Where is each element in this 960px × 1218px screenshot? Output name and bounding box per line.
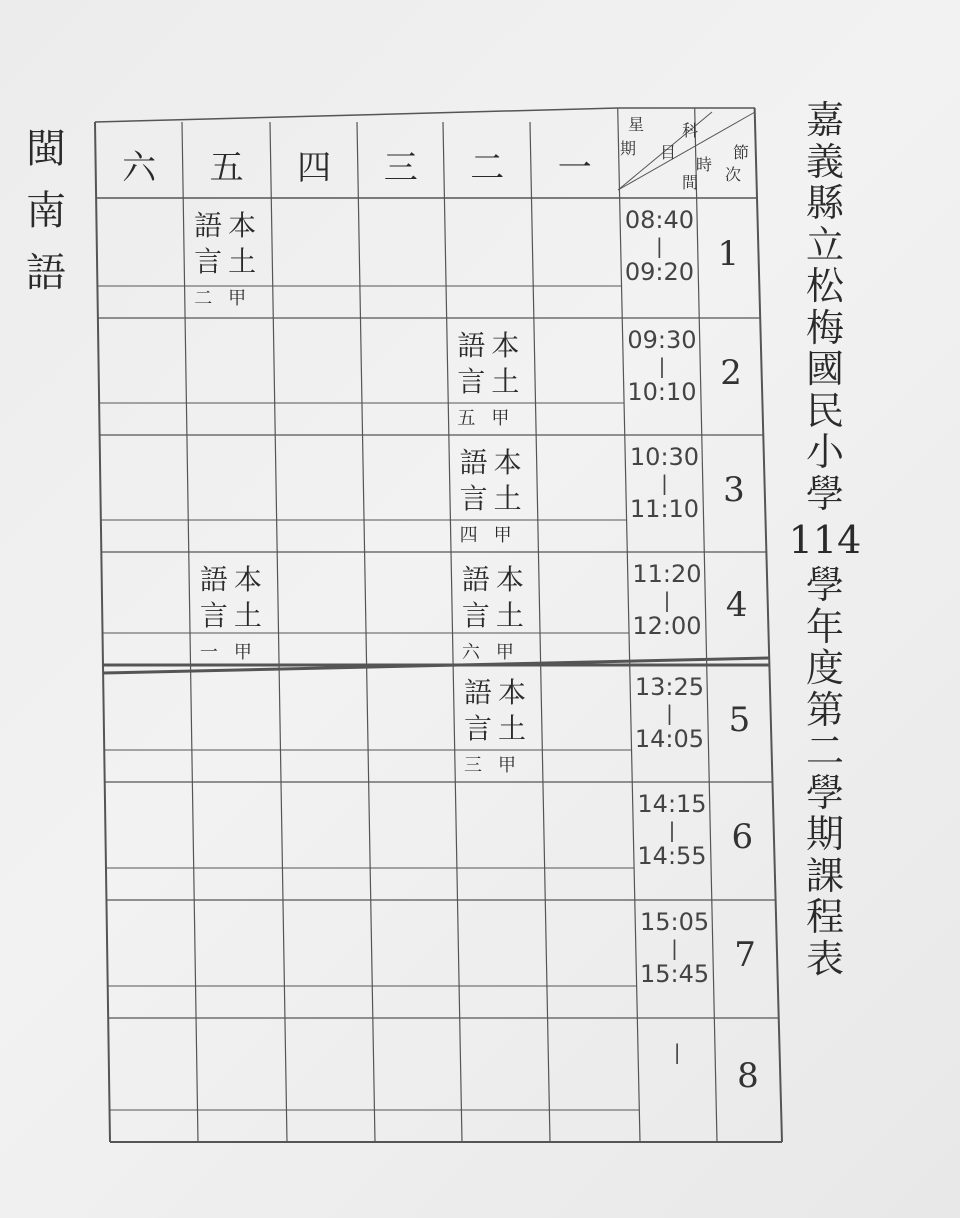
title-char: 縣 xyxy=(805,181,844,225)
time-range xyxy=(635,790,709,870)
title-char: 松 xyxy=(805,264,844,308)
lesson-cell xyxy=(450,675,546,781)
period-number: 4 xyxy=(725,584,748,625)
time-separator: | xyxy=(673,1040,681,1064)
day-header: 一 xyxy=(557,148,592,188)
start-time: 15:05 xyxy=(639,908,710,936)
day-header: 二 xyxy=(470,148,505,188)
class-label: 四甲 xyxy=(459,525,528,546)
lesson-cell xyxy=(186,562,282,668)
lesson-text: 言土 xyxy=(194,245,263,278)
time-range xyxy=(625,326,699,406)
lesson-text: 言土 xyxy=(459,482,528,515)
time-label: 間 xyxy=(682,173,699,192)
class-label: 六甲 xyxy=(461,642,530,663)
lesson-text: 言土 xyxy=(457,365,526,398)
title-char: 課 xyxy=(805,853,844,898)
time-separator: | xyxy=(666,701,673,725)
page-title xyxy=(790,100,860,980)
grid-top-border xyxy=(95,108,618,122)
title-char: 度 xyxy=(805,646,844,690)
title-char: 年 xyxy=(805,604,844,649)
title-char: 立 xyxy=(805,222,844,267)
lesson-text: 言土 xyxy=(461,599,530,632)
time-separator: | xyxy=(663,588,671,612)
title-char: 二 xyxy=(805,729,844,773)
weekday-label: 星 xyxy=(628,115,645,134)
time-separator: | xyxy=(661,471,668,495)
end-time: 15:45 xyxy=(639,960,710,988)
lesson-cell xyxy=(448,562,544,668)
title-char: 程 xyxy=(805,895,844,939)
period-number: 7 xyxy=(734,935,756,975)
period-number: 5 xyxy=(728,699,751,740)
lesson-cell xyxy=(443,328,539,434)
time-separator: | xyxy=(668,818,676,842)
end-time: 14:05 xyxy=(634,725,705,753)
lesson-text: 語本 xyxy=(199,563,268,596)
lesson-cell xyxy=(446,445,542,551)
title-char: 小 xyxy=(805,430,844,474)
end-time: 12:00 xyxy=(632,612,702,640)
lesson-text: 言土 xyxy=(199,599,268,632)
time-label: 時 xyxy=(696,155,713,174)
time-range xyxy=(640,1040,714,1064)
subject-char: 語 xyxy=(26,250,66,296)
lesson-text: 語本 xyxy=(464,676,533,709)
lesson-text: 語本 xyxy=(459,446,528,479)
title-year: 114 xyxy=(788,518,862,562)
title-char: 義 xyxy=(805,139,844,184)
title-char: 學 xyxy=(805,471,844,516)
title-char: 民 xyxy=(805,388,844,433)
time-separator: | xyxy=(656,234,663,258)
period-number: 3 xyxy=(723,469,745,510)
title-char: 國 xyxy=(805,347,844,391)
day-header: 三 xyxy=(383,148,418,188)
title-char: 學 xyxy=(805,770,844,815)
lesson-text: 語本 xyxy=(194,209,263,242)
period-label: 次 xyxy=(725,165,742,184)
period-number: 8 xyxy=(737,1056,759,1096)
time-range xyxy=(632,673,706,753)
period-label: 節 xyxy=(733,143,750,162)
subject-label: 科 xyxy=(682,121,699,140)
title-char: 嘉 xyxy=(805,98,844,142)
day-header: 五 xyxy=(209,148,244,188)
start-time: 09:30 xyxy=(627,326,697,354)
period-number: 2 xyxy=(720,352,742,393)
lesson-text: 語本 xyxy=(461,563,530,596)
start-time: 10:30 xyxy=(629,443,700,471)
end-time: 10:10 xyxy=(627,378,697,406)
time-separator: | xyxy=(658,354,666,378)
lesson-text: 語本 xyxy=(457,329,526,362)
lesson-cell xyxy=(180,208,276,314)
day-header: 四 xyxy=(297,148,332,188)
weekday-label: 期 xyxy=(620,139,637,158)
start-time: 14:15 xyxy=(637,790,707,818)
day-header: 六 xyxy=(122,148,157,188)
grid-vline xyxy=(95,122,110,1142)
class-label: 五甲 xyxy=(457,408,526,429)
class-label: 三甲 xyxy=(464,755,533,776)
title-char: 期 xyxy=(805,812,844,856)
title-char: 梅 xyxy=(805,305,844,350)
title-char: 第 xyxy=(805,687,844,732)
title-char: 學 xyxy=(805,563,844,607)
time-separator: | xyxy=(671,936,678,960)
start-time: 13:25 xyxy=(634,673,705,701)
period-number: 1 xyxy=(717,234,740,274)
start-time: 08:40 xyxy=(624,206,694,234)
end-time: 11:10 xyxy=(629,495,700,523)
time-range xyxy=(622,206,696,286)
period-number: 6 xyxy=(731,817,754,857)
end-time: 14:55 xyxy=(637,842,707,870)
title-char: 表 xyxy=(805,936,844,981)
grid-vline xyxy=(755,108,782,1142)
time-range xyxy=(630,560,704,640)
grid-vline xyxy=(357,122,375,1142)
end-time: 09:20 xyxy=(624,258,694,286)
subject-label xyxy=(20,118,72,304)
start-time: 11:20 xyxy=(632,560,702,588)
class-label: 二甲 xyxy=(194,288,263,309)
time-range xyxy=(628,443,702,523)
time-range xyxy=(638,908,712,988)
subject-char: 閩 xyxy=(26,126,66,172)
lesson-text: 言土 xyxy=(464,712,533,745)
subject-char: 南 xyxy=(26,188,66,234)
subject-label: 目 xyxy=(660,143,677,162)
class-label: 一甲 xyxy=(199,642,268,663)
